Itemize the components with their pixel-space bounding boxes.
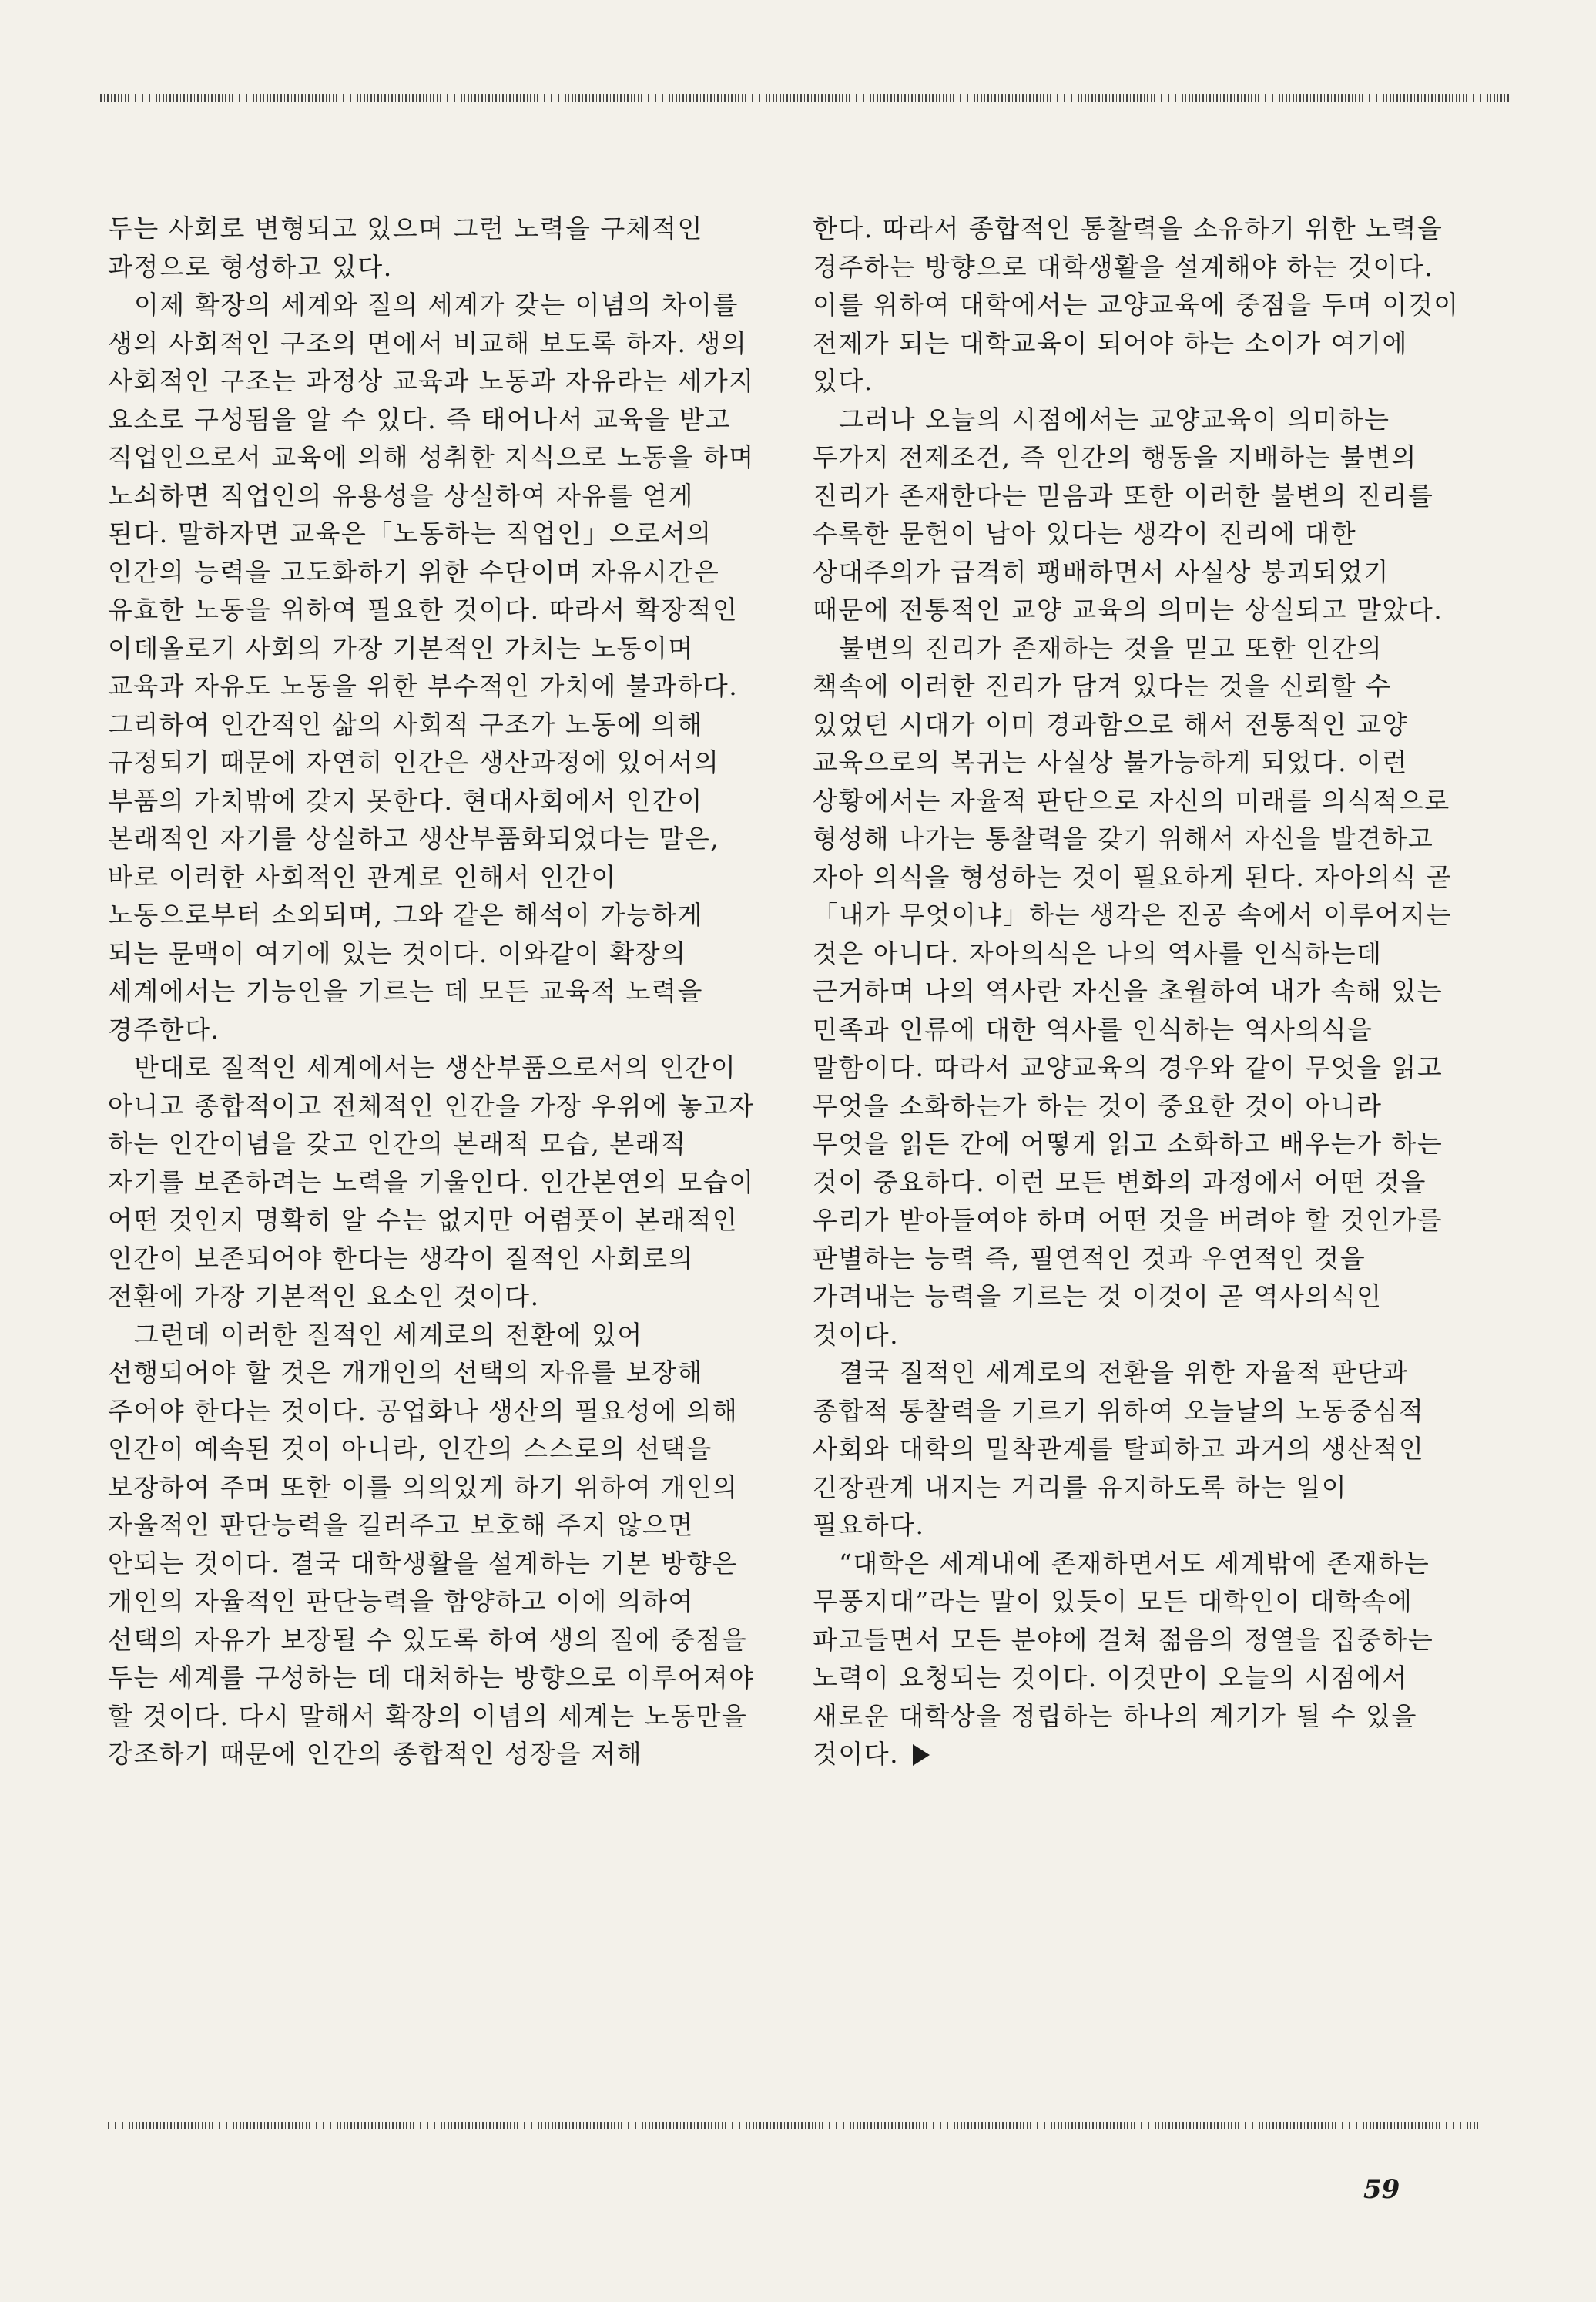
page-number: 59 bbox=[1363, 2174, 1400, 2205]
left-column bbox=[108, 210, 755, 1773]
triangle-right-icon bbox=[913, 1744, 930, 1766]
top-rule bbox=[100, 94, 1511, 102]
left-paragraph-4: 그런데 이러한 질적인 세계로의 전환에 있어 선행되어야 할 것은 개개인의 선택의 자유를 보장해 주어야 한다는 것이다. 공업화나 생산의 필요성에 의해 인간이 예속된 것이 아니라, 인간의 스스로의 선택을 보장하여 주며 또한 이를 의의있게 하기 위하여 개인의 자율적인 판단능력을 길러주고 보호해 주지 않으면 안되는 것이다. 결국 대학생활을 설계하는 기본 방향은 개인의 자율적인 판단능력을 함양하고 이에 의하여 선택의 자유가 보장될 수 있도록 하여 생의 질에 중점을 두는 세계를 구성하는 데 대처하는 방향으로 이루어져야 할 것이다. 다시 말해서 확장의 이념의 세계는 노동만을 강조하기 때문에 인간의 종합적인 성장을 저해 bbox=[108, 1319, 755, 1769]
right-paragraph-3: 불변의 진리가 존재하는 것을 믿고 또한 인간의 책속에 이러한 진리가 담겨 있다는 것을 신뢰할 수 있었던 시대가 이미 경과함으로 해서 전통적인 교양 교육으로의 복귀는 사실상 불가능하게 되었다. 이런 상황에서는 자율적 판단으로 자신의 미래를 의식적으로 형성해 나가는 통찰력을 갖기 위해서 자신을 발견하고 자아 의식을 형성하는 것이 필요하게 된다. 자아의식 곧「내가 무엇이냐」하는 생각은 진공 속에서 이루어지는 것은 아니다. 자아의식은 나의 역사를 인식하는데 근거하며 나의 역사란 자신을 초월하여 내가 속해 있는 민족과 인류에 대한 역사를 인식하는 역사의식을 말함이다. 따라서 교양교육의 경우와 같이 무엇을 읽고 무엇을 소화하는가 하는 것이 중요한 것이 아니라 무엇을 읽든 간에 어떻게 읽고 소화하고 배우는가 하는 것이 중요하다. 이런 모든 변화의 과정에서 어떤 것을 우리가 받아들여야 하며 어떤 것을 버려야 할 것인가를 판별하는 능력 즉, 필연적인 것과 우연적인 것을 가려내는 능력을 기르는 것 이것이 곧 역사의식인 것이다. bbox=[813, 633, 1453, 1350]
left-paragraph-2: 이제 확장의 세계와 질의 세계가 갖는 이념의 차이를 생의 사회적인 구조의 면에서 비교해 보도록 하자. 생의 사회적인 구조는 과정상 교육과 노동과 자유라는 세가지 요소로 구성됨을 알 수 있다. 즉 태어나서 교육을 받고 직업인으로서 교육에 의해 성취한 지식으로 노동을 하며 노쇠하면 직업인의 유용성을 상실하여 자유를 얻게 된다. 말하자면 교육은「노동하는 직업인」으로서의 인간의 능력을 고도화하기 위한 수단이며 자유시간은 유효한 노동을 위하여 필요한 것이다. 따라서 확장적인 이데올로기 사회의 가장 기본적인 가치는 노동이며 교육과 자유도 노동을 위한 부수적인 가치에 불과하다. 그리하여 인간적인 삶의 사회적 구조가 노동에 의해 규정되기 때문에 자연히 인간은 생산과정에 있어서의 부품의 가치밖에 갖지 못한다. 현대사회에서 인간이 본래적인 자기를 상실하고 생산부품화되었다는 말은, 바로 이러한 사회적인 관계로 인해서 인간이 노동으로부터 소외되며, 그와 같은 해석이 가능하게 되는 문맥이 여기에 있는 것이다. 이와같이 확장의 세계에서는 기능인을 기르는 데 모든 교육적 노력을 경주한다. bbox=[108, 290, 755, 1045]
bottom-rule bbox=[108, 2122, 1480, 2129]
right-column bbox=[813, 210, 1460, 1773]
left-paragraph-3: 반대로 질적인 세계에서는 생산부품으로서의 인간이 아니고 종합적이고 전체적인 인간을 가장 우위에 놓고자 하는 인간이념을 갖고 인간의 본래적 모습, 본래적 자기를 보존하려는 노력을 기울인다. 인간본연의 모습이 어떤 것인지 명확히 알 수는 없지만 어렴풋이 본래적인 인간이 보존되어야 한다는 생각이 질적인 사회로의 전환에 가장 기본적인 요소인 것이다. bbox=[108, 1052, 755, 1311]
right-paragraph-2: 그러나 오늘의 시점에서는 교양교육이 의미하는 두가지 전제조건, 즉 인간의 행동을 지배하는 불변의 진리가 존재한다는 믿음과 또한 이러한 불변의 진리를 수록한 문헌이 남아 있다는 생각이 진리에 대한 상대주의가 급격히 팽배하면서 사실상 붕괴되었기 때문에 전통적인 교양 교육의 의미는 상실되고 말았다. bbox=[813, 404, 1443, 625]
left-paragraph-1: 두는 사회로 변형되고 있으며 그런 노력을 구체적인 과정으로 형성하고 있다. bbox=[108, 213, 703, 282]
right-paragraph-1: 한다. 따라서 종합적인 통찰력을 소유하기 위한 노력을 경주하는 방향으로 대학생활을 설계해야 하는 것이다. 이를 위하여 대학에서는 교양교육에 중점을 두며 이것이 전제가 되는 대학교육이 되어야 하는 소이가 여기에 있다. bbox=[813, 213, 1460, 396]
right-paragraph-5 bbox=[813, 1545, 1460, 1773]
right-paragraph-5-text: “대학은 세계내에 존재하면서도 세계밖에 존재하는 무풍지대”라는 말이 있듯이 모든 대학인이 대학속에 파고들면서 모든 분야에 걸쳐 젊음의 정열을 집중하는 노력이 요청되는 것이다. 이것만이 오늘의 시점에서 새로운 대학상을 정립하는 하나의 계기가 될 수 있을 것이다. bbox=[813, 1548, 1434, 1769]
right-paragraph-4: 결국 질적인 세계로의 전환을 위한 자율적 판단과 종합적 통찰력을 기르기 위하여 오늘날의 노동중심적 사회와 대학의 밀착관계를 탈피하고 과거의 생산적인 긴장관계 내지는 거리를 유지하도록 하는 일이 필요하다. bbox=[813, 1357, 1425, 1540]
